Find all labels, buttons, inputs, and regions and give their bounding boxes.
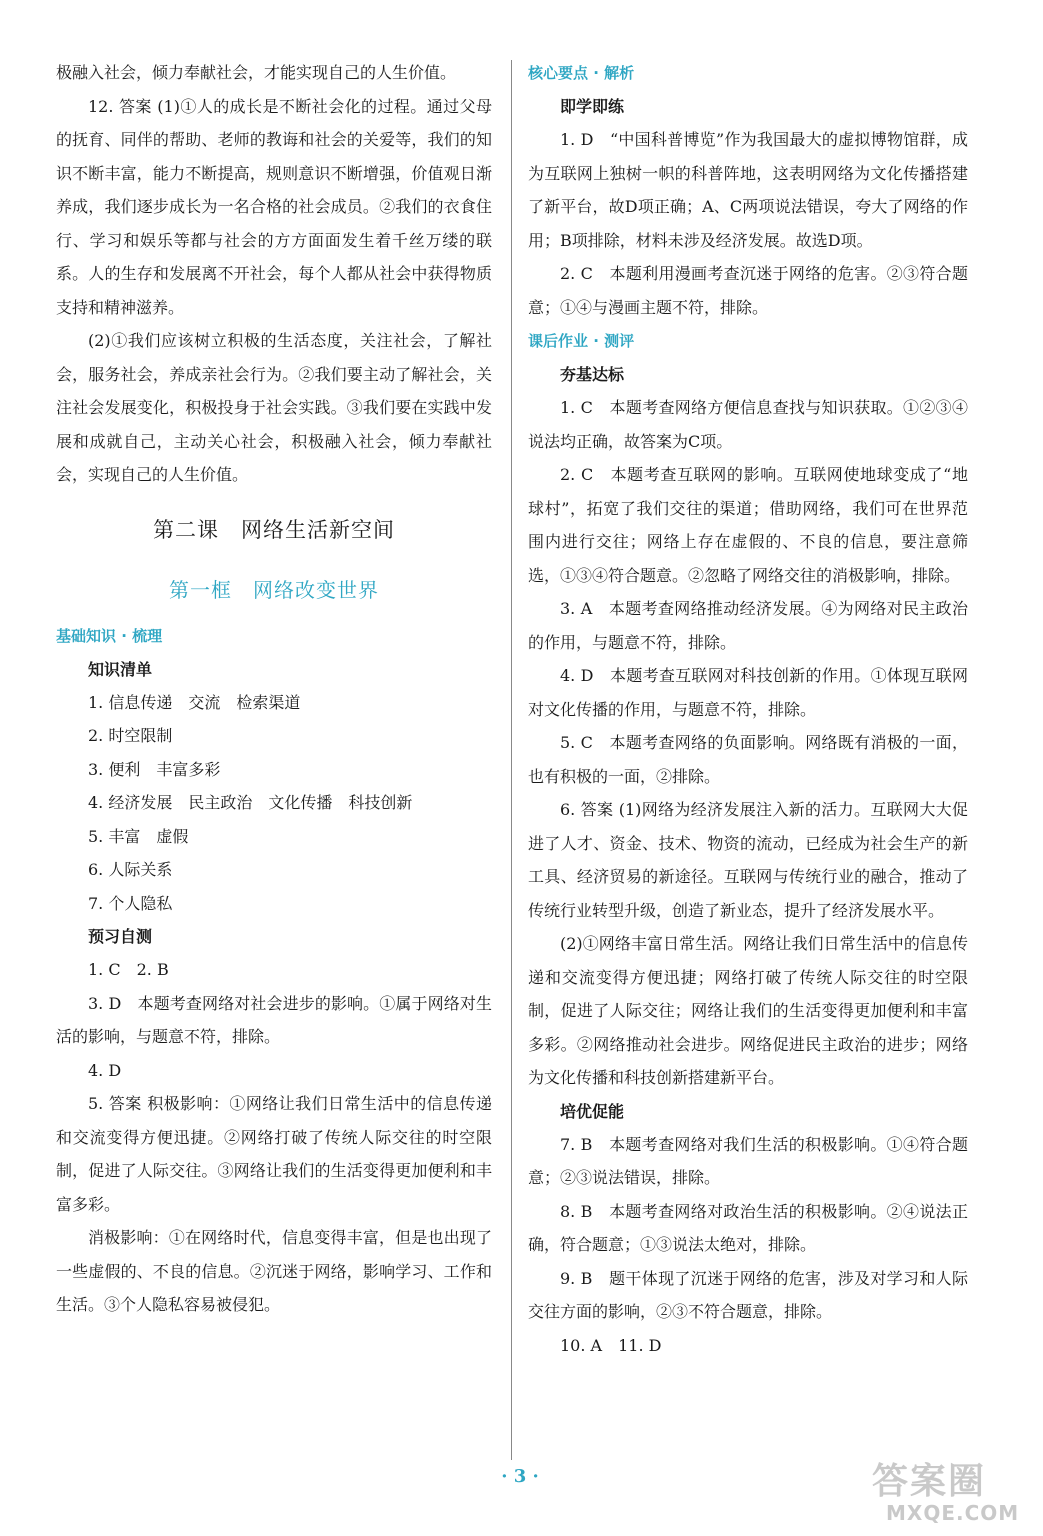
- answer-item: 1. D “中国科普博览”作为我国最大的虚拟博物馆群，成为互联网上独树一帜的科普阵地，这表明网络为文化传播搭建了新平台，故D项正确；A、C两项说法错误，夸大了网络的作用；B项排除，材料未涉及经济发展。故选D项。: [528, 130, 968, 250]
- answer-item: 2. C 本题利用漫画考查沉迷于网络的危害。②③符合题意；①④与漫画主题不符，排除。: [528, 264, 968, 317]
- list-item: 5. 丰富 虚假: [88, 826, 189, 846]
- subheading: 知识清单: [88, 659, 153, 679]
- answer-item: 6. 答案 (1)网络为经济发展注入新的活力。互联网大大促进了人才、资金、技术、物资的流动，已经成为社会生产的新工具、经济贸易的新途径。互联网与传统行业的融合，推动了传统行业转型升级，创造了新业态，提升了经济发展水平。: [528, 800, 968, 920]
- answer-item: 5. C 本题考查网络的负面影响。网络既有消极的一面，也有积极的一面，②排除。: [528, 733, 968, 786]
- column-divider: [511, 60, 512, 1460]
- answer-item: 1. C 2. B: [88, 960, 169, 979]
- lesson-title: 第二课 网络生活新空间: [153, 517, 395, 542]
- answer-12-part2: (2)①我们应该树立积极的生活态度，关注社会，了解社会，服务社会，养成亲社会行为。②我们要主动了解社会，关注社会发展变化，积极投身于社会实践。③我们要在实践中发展和成就自己，主动关心社会，积极融入社会，倾力奉献社会，实现自己的人生价值。: [56, 331, 492, 484]
- answer-item: 2. C 本题考查互联网的影响。互联网使地球变成了“地球村”，拓宽了我们交往的渠道；借助网络，我们可在世界范围内进行交往；网络上存在虚假的、不良的信息，要注意筛选，①③④符合题意。②忽略了网络交往的消极影响，排除。: [528, 465, 968, 585]
- answer-item: 4. D 本题考查互联网对科技创新的作用。①体现互联网对文化传播的作用，与题意不符，排除。: [528, 666, 968, 719]
- answer-item: 8. B 本题考查网络对政治生活的积极影响。②④说法正确，符合题意；①③说法太绝对，排除。: [528, 1201, 968, 1254]
- answer-item: 1. C 本题考查网络方便信息查找与知识获取。①②③④说法均正确，故答案为C项。: [528, 398, 968, 451]
- answer-item: 9. B 题干体现了沉迷于网络的危害，涉及对学习和人际交往方面的影响，②③不符合题意，排除。: [528, 1268, 968, 1321]
- answer-12: 12. 答案 (1)①人的成长是不断社会化的过程。通过父母的抚育、同伴的帮助、老师的教诲和社会的关爱等，我们的知识不断丰富，能力不断提高，规则意识不断增强，价值观日渐养成，我们逐步成长为一名合格的社会成员。②我们的衣食住行、学习和娱乐等都与社会的方方面面发生着千丝万缕的联系。人的生存和发展离不开社会，每个人都从社会中获得物质支持和精神滋养。: [56, 96, 492, 317]
- section-heading: 核心要点 · 解析: [528, 64, 635, 82]
- left-column: [56, 56, 492, 1322]
- watermark-logo-text: 答案圈: [872, 1461, 987, 1502]
- subheading: 即学即练: [560, 97, 625, 116]
- answer-item: 3. D 本题考查网络对社会进步的影响。①属于网络对生活的影响，与题意不符，排除。: [56, 993, 492, 1046]
- right-column: [528, 56, 968, 1362]
- answer-item: 10. A 11. D: [560, 1335, 662, 1355]
- watermark-url: MXQE.COM: [886, 1501, 1020, 1525]
- list-item: 3. 便利 丰富多彩: [88, 759, 221, 779]
- list-item: 7. 个人隐私: [88, 893, 173, 913]
- paragraph: 极融入社会，倾力奉献社会，才能实现自己的人生价值。: [56, 63, 457, 82]
- list-item: 4. 经济发展 民主政治 文化传播 科技创新: [88, 793, 413, 812]
- list-item: 6. 人际关系: [88, 860, 173, 879]
- answer-item: 3. A 本题考查网络推动经济发展。④为网络对民主政治的作用，与题意不符，排除。: [528, 599, 968, 652]
- section-heading: 基础知识 · 梳理: [56, 626, 163, 645]
- subheading: 夯基达标: [560, 365, 625, 384]
- list-item: 2. 时空限制: [88, 726, 173, 745]
- subheading: 预习自测: [88, 927, 153, 946]
- watermark-logo: [872, 1462, 1032, 1530]
- frame-title: 第一框 网络改变世界: [169, 577, 379, 602]
- answer-item: (2)①网络丰富日常生活。网络让我们日常生活中的信息传递和交流变得方便迅捷；网络打破了传统人际交往的时空限制，促进了人际交往；网络让我们的生活变得更加便利和丰富多彩。②网络推动社会进步。网络促进民主政治的进步；网络为文化传播和科技创新搭建新平台。: [528, 934, 968, 1087]
- answer-item: 5. 答案 积极影响：①网络让我们日常生活中的信息传递和交流变得方便迅捷。②网络打破了传统人际交往的时空限制，促进了人际交往。③网络让我们的生活变得更加便利和丰富多彩。: [56, 1094, 492, 1214]
- section-heading: 课后作业 · 测评: [528, 332, 635, 350]
- list-item: 1. 信息传递 交流 检索渠道: [88, 692, 301, 712]
- answer-item: 消极影响：①在网络时代，信息变得丰富，但是也出现了一些虚假的、不良的信息。②沉迷于网络，影响学习、工作和生活。③个人隐私容易被侵犯。: [56, 1228, 492, 1314]
- answer-item: 7. B 本题考查网络对我们生活的积极影响。①④符合题意；②③说法错误，排除。: [528, 1134, 968, 1187]
- page-number: · 3 ·: [501, 1466, 539, 1487]
- answer-item: 4. D: [88, 1060, 122, 1080]
- subheading: 培优促能: [560, 1101, 625, 1121]
